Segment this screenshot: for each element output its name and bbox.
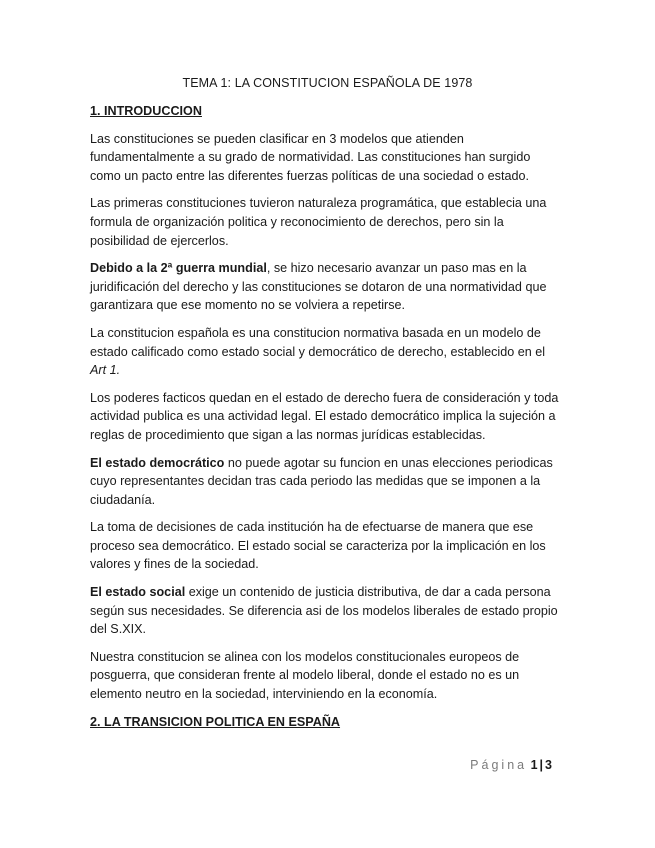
bold-phrase: El estado social: [90, 585, 186, 600]
paragraph: [90, 259, 560, 315]
document-body: [90, 102, 560, 740]
total-pages: 3: [545, 758, 552, 772]
paragraph: [90, 324, 560, 380]
page-footer: [470, 758, 552, 772]
paragraph: Nuestra constitucion se alinea con los modelos constitucionales europeos de posguerra, que consideran frente al modelo liberal, donde el estado no es un elemento neutro en la sociedad, interviniendo en la economía.: [90, 649, 520, 702]
page-separator: |: [539, 758, 544, 772]
bold-phrase: Debido a la 2ª guerra mundial: [90, 261, 267, 276]
document-title: TEMA 1: LA CONSTITUCION ESPAÑOLA DE 1978: [182, 76, 473, 90]
paragraph-text: exige un contenido de justicia distributiva, de dar a cada persona según sus necesidades. Se diferencia asi de los modelos liberales de estado propio del S.XIX.: [90, 585, 558, 637]
paragraph-text: , se hizo necesario avanzar un paso mas en la juridificación del derecho y las constituciones se dotaron de una normatividad que garantizara que ese momento no se volviera a repetirse.: [90, 261, 547, 313]
paragraph: Las constituciones se pueden clasificar en 3 modelos que atienden fundamentalmente a su grado de normatividad. Las constituciones han surgido como un pacto entre las diferentes fuerzas políticas de una sociedad o estado.: [90, 131, 531, 183]
paragraph: Las primeras constituciones tuvieron naturaleza programática, que establecia una formula de organización politica y reconocimiento de derechos, pero sin la posibilidad de ejercerlos.: [90, 196, 547, 248]
paragraph: [90, 583, 560, 639]
paragraph-text: no puede agotar su funcion en unas elecciones periodicas cuyo representantes decidan tras cada periodo las medidas que se imponen a la ciudadanía.: [90, 455, 553, 507]
page-label: Página: [470, 758, 528, 772]
paragraph: [90, 454, 560, 510]
section-heading-introduccion: 1. INTRODUCCION: [90, 104, 202, 118]
bold-phrase: El estado democrático: [90, 455, 225, 470]
section-heading-transicion: 2. LA TRANSICION POLITICA EN ESPAÑA: [90, 714, 341, 729]
page-number: 1: [530, 758, 538, 772]
paragraph: La toma de decisiones de cada institución ha de efectuarse de manera que ese proceso sea democrático. El estado social se caracteriza por la implicación en los valores y fines de la sociedad.: [90, 520, 546, 572]
paragraph: Los poderes facticos quedan en el estado de derecho fuera de consideración y toda actividad publica es una actividad legal. El estado democrático implica la sujeción a reglas de procedimiento que sigan a las normas jurídicas establecidas.: [90, 390, 559, 442]
paragraph-text: La constitucion española es una constitucion normativa basada en un modelo de estado calificado como estado social y democrático de derecho, establecido en el: [90, 325, 546, 359]
article-reference: Art 1.: [90, 363, 121, 378]
